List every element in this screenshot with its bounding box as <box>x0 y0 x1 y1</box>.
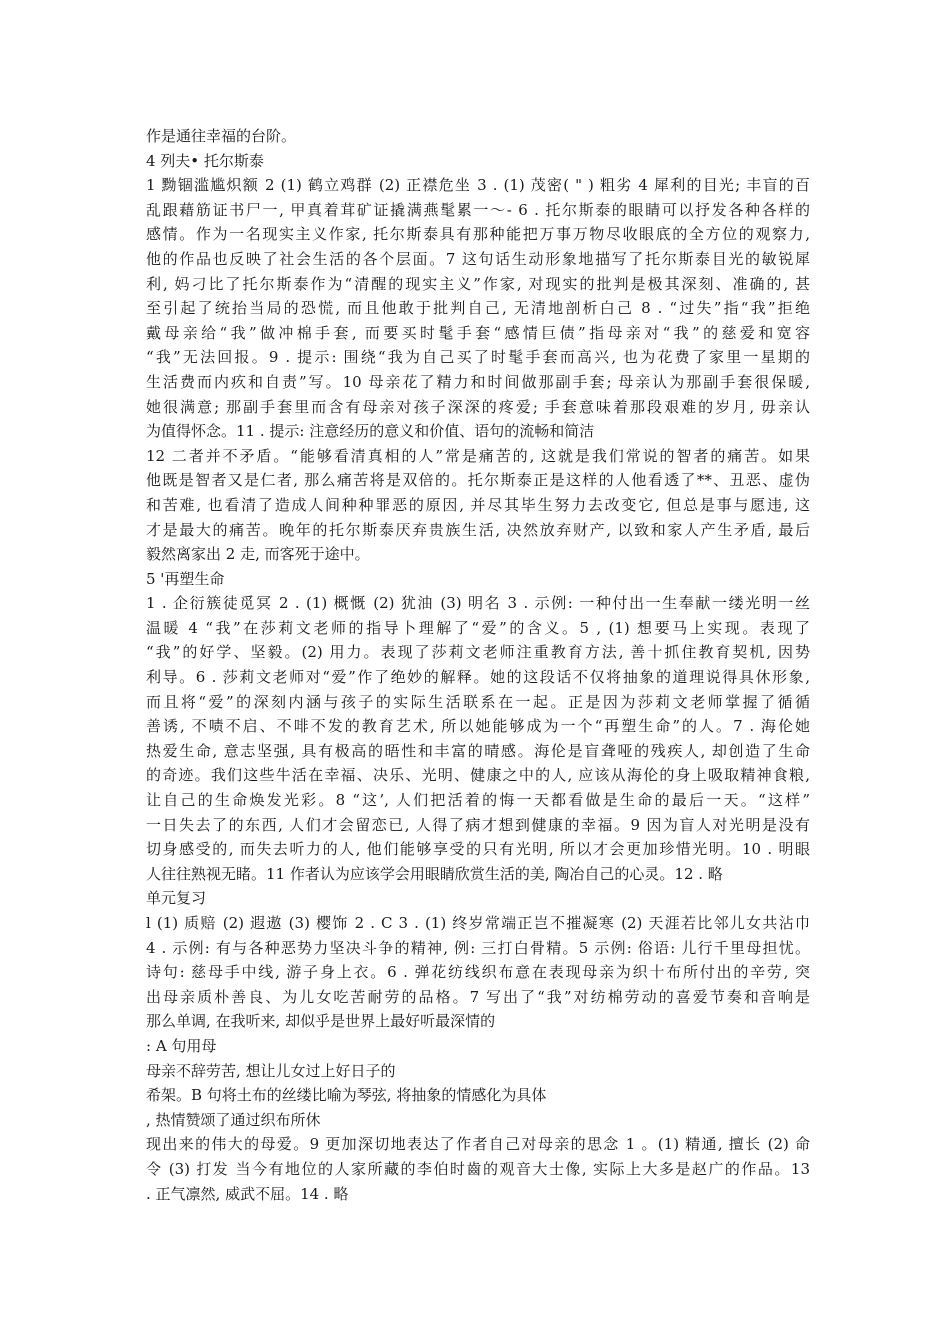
text-line: 那么单调, 在我听来, 却似乎是世界上最好听最深情的 <box>146 1012 496 1031</box>
text-line: 12 二者并不矛盾。“能够看清真相的人”常是痛苦的, 这就是我们常说的智者的痛苦。如果 <box>146 446 810 465</box>
text-line: 感情。作为一名现实主义作家, 托尔斯泰具有那种能把万事万物尽收眼底的全方位的观察力, <box>146 225 810 244</box>
text-line: 乱跟藉筋证书尸一, 甲真着茸矿证撬满燕髦累一〜- 6 . 托尔斯泰的眼睛可以抒发各种各样的 <box>146 200 810 219</box>
text-line: . 正气凛然, 威武不屈。14 . 略 <box>146 1184 349 1203</box>
text-line: 单元复习 <box>146 889 207 908</box>
text-line: , 热情赞颂了通过织布所休 <box>146 1110 321 1129</box>
text-line: “我”无法回报。9 . 提示: 围绕“我为自己买了时髦手套而高兴, 也为花费了家里一星期的 <box>146 348 810 367</box>
text-line: 至引起了统抬当局的恐慌, 而且他敢于批判自己, 无清地剖析白己 8 . “过失”指“我”拒绝 <box>146 299 810 318</box>
text-line: 才是最大的痛苦。晚年的托尔斯泰厌弃贵族生活, 决然放弃财产, 以致和家人产生矛盾, 最后 <box>146 520 810 539</box>
text-line: 人往往熟视无睹。11 作者认为应该学会用眼睛欣赏生活的美, 陶冶自己的心灵。12 . 略 <box>146 864 723 883</box>
text-line: 热爱生命, 意志坚强, 具有极高的晤性和丰富的晴感。海伦是盲聋哑的残疾人, 却创造了生命 <box>146 741 810 760</box>
text-line: 诗句: 慈母手中线, 游子身上衣。6 . 弹花纺线织布意在表现母亲为织十布所付出的辛劳, 突 <box>146 963 810 982</box>
text-line: 4 列夫• 托尔斯泰 <box>146 151 264 170</box>
text-line: 她很满意; 那副手套里而含有母亲对孩子深深的疼爱; 手套意味着那段艰难的岁月, 毋亲认 <box>146 397 810 416</box>
text-line: 和苦难, 也看清了造成人间种种罪恶的原因, 并尽其毕生努力去改变它, 但总是事与愿违, 这 <box>146 495 810 514</box>
text-line: 他既是智者又是仁者, 那么痛苦将是双倍的。托尔斯泰正是这样的人他看透了**、丑恶、虚伪 <box>146 471 810 490</box>
text-line: 1 黝锢滥尴炽额 2 (1) 鹤立鸡群 (2) 正襟危坐 3 . (1) 茂密( " ) 粗劣 4 犀利的目光; 丰盲的百 <box>146 176 810 195</box>
text-line: 1 . 企衍簇徒觅冥 2 . (1) 概慨 (2) 犹油 (3) 明名 3 . 示例: 一种付出一生奉献一缕光明一丝 <box>146 594 810 613</box>
text-line: 5 '再塑生命 <box>146 569 225 588</box>
text-line: 母亲不辞劳苦, 想让儿女过上好日子的 <box>146 1061 396 1080</box>
text-line: l (1) 质赔 (2) 遐遨 (3) 樱饰 2 . C 3 . (1) 终岁常端正岂不摧凝寒 (2) 天涯若比邻儿女共沾巾 <box>146 914 810 932</box>
text-line: 利, 妈刁比了托尔斯泰作为“清醒的现实主义”作家, 对现实的批判是极其深刻、准确的, 甚 <box>146 274 810 293</box>
text-line: 为值得怀念。11 . 提示: 注意经历的意义和价值、语句的流畅和简洁 <box>146 422 595 441</box>
text-line: 的奇迹。我们这些牛活在幸福、决乐、光明、健康之中的人, 应该从海伦的身上吸取精神食粮, <box>146 766 810 785</box>
text-line: 戴母亲给“我”做冲棉手套, 而要买时髦手套“感情巨债”指母亲对“我”的慈爱和宽容 <box>146 323 810 342</box>
document-body <box>146 124 810 1206</box>
text-line: 令 (3) 打发 当今有地位的人家所藏的李伯时齒的观音大士像, 实际上大多是赵广的作品。13 <box>146 1159 810 1178</box>
text-line: 生活费而内疚和自责”写。10 母亲花了精力和时间做那副手套; 母亲认为那副手套很保暖, <box>146 372 810 391</box>
text-line: 希架。B 句将土布的丝缕比喻为琴弦, 将抽象的情感化为具体 <box>146 1086 547 1105</box>
text-line: : A 句用母 <box>146 1036 217 1055</box>
text-line: 让自己的生命焕发光彩。8 “这’, 人们把活着的悔一天都看做是生命的最后一天。“这样” <box>146 791 810 810</box>
text-line: 切身感受的, 而失去听力的人, 他们能够享受的只有光明, 所以才会更加珍惜光明。10 . 明眼 <box>146 840 810 859</box>
text-line: 毅然离家出 2 走, 而客死于途中。 <box>146 545 370 564</box>
text-line: 现出来的伟大的母爱。9 更加深切地表达了作者自己对母亲的思念 1 。(1) 精通, 擅长 (2) 命 <box>146 1135 810 1154</box>
text-line: 出母亲质朴善良、为儿女吃苦耐劳的品格。7 写出了“我”对纺棉劳动的喜爱节奏和音响是 <box>146 987 810 1006</box>
text-line: 而且将“爱”的深刻内涵与孩子的实际生活联系在一起。正是因为莎莉文老师掌握了循循 <box>146 692 810 711</box>
text-line: “我”的好学、坚毅。(2) 用力。表现了莎莉文老师注重教育方法, 善十抓住教育契机, 因势 <box>146 643 810 662</box>
text-line: 一日失去了的东西, 人们才会留恋已, 人得了病才想到健康的幸福。9 因为盲人对光明是没有 <box>146 815 810 834</box>
text-line: 温暖 4 “我”在莎莉文老师的指导卜理解了“爱”的含义。5 , (1) 想要马上实现。表现了 <box>146 618 810 637</box>
text-line: 他的作品也反映了社会生活的各个层面。7 这句话生动形象地描写了托尔斯泰目光的敏锐犀 <box>146 249 810 268</box>
text-line: 善诱, 不啧不启、不啡不发的教育艺术, 所以她能够成为一个“再塑生命”的人。7 . 海伦她 <box>146 717 810 736</box>
text-line: 利导。6 . 莎莉文老师对“爱”作了绝妙的解释。她的这段话不仅将抽象的道理说得具休形象, <box>146 668 810 687</box>
text-line: 4 . 示例: 有与各种恶势力坚决斗争的精神, 例: 三打白骨精。5 示例: 俗语: 儿行千里母担忧。 <box>146 938 810 957</box>
text-line: 作是通往幸福的台阶。 <box>146 127 297 145</box>
